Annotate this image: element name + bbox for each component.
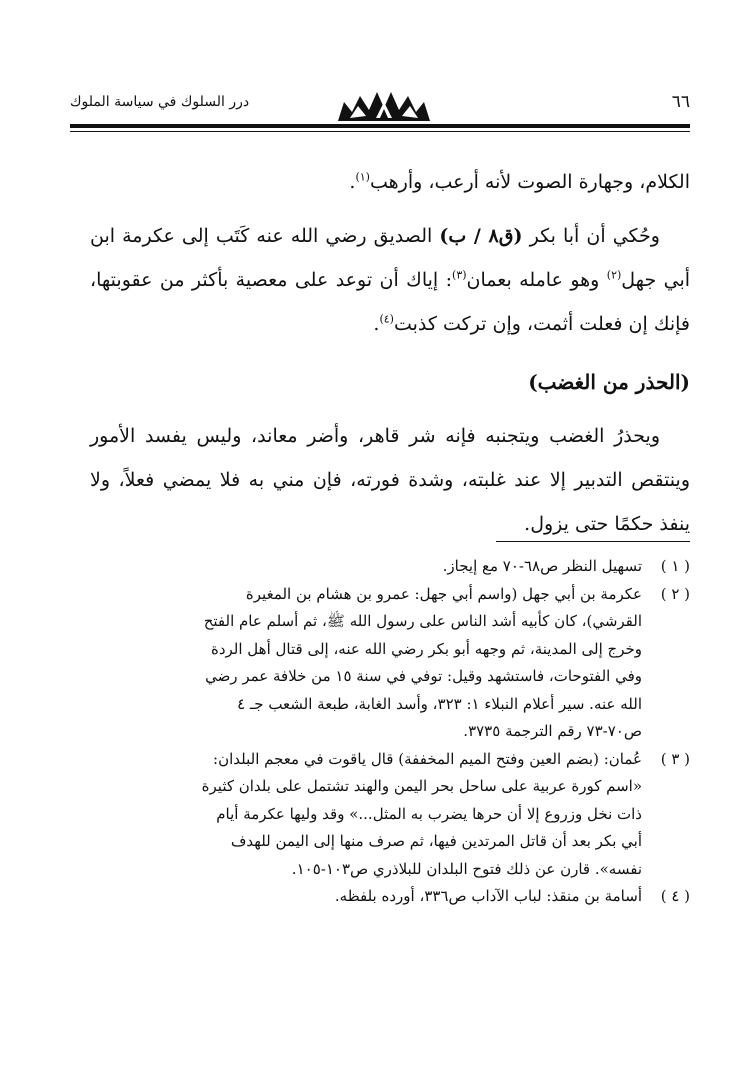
footnote: ( ٤ ) أسامة بن منقذ: لباب الآداب ص٣٣٦، أورده بلفظه. bbox=[92, 883, 690, 911]
paragraph: ويحذرُ الغضب ويتجنبه فإنه شر قاهر، وأضر معاند، وليس يفسد الأمور وينتقص التدبير إلا عند غلبته، وشدة فورته، فإن مني به فلا يمضي فعلاً، ولا ينفذ حكمًا حتى يزول. bbox=[90, 425, 690, 535]
footnote: ( ٣ ) عُمان: (بضم العين وفتح الميم المخففة) قال ياقوت في معجم البلدان: «اسم كورة عربية على ساحل بحر اليمن والهند تشتمل على بلدان كثيرة ذات نخل وزروع إلا أن حرها يضرب به المثل...» وقد وليها عكرمة أيام أبي بكر بعد أن قاتل المرتدين فيها، ثم صرف منها إلى اليمن للهدف نفسه». قارن عن ذلك فتوح البلدان للبلاذري ص١٠٣-١٠٥. bbox=[92, 746, 690, 884]
manuscript-folio-ref: (ق٨ / ب) bbox=[439, 225, 523, 247]
section-heading: (الحذر من الغضب) bbox=[528, 370, 690, 394]
footnote-ref: (١) bbox=[355, 170, 370, 184]
footnote-number: ( ٢ ) bbox=[660, 584, 690, 603]
footnote-number: ( ٤ ) bbox=[660, 887, 690, 905]
header-rule-thin bbox=[70, 131, 690, 132]
footnote-separator bbox=[496, 541, 690, 542]
page-number: ٦٦ bbox=[671, 92, 690, 112]
footnotes bbox=[92, 553, 690, 911]
header-rule-thick bbox=[70, 124, 690, 128]
crown-ornament-icon bbox=[336, 88, 432, 122]
footnote: ( ٢ ) عكرمة بن أبي جهل (واسم أبي جهل: عمرو بن هشام بن المغيرة القرشي)، كان كأبيه أشد الناس على رسول الله ﷺ، ثم أسلم عام الفتح وخرج إلى المدينة، ثم وجهه أبو بكر رضي الله عنه، إلى قتال أهل الردة وفي الفتوحات، فاستشهد وقيل: توفي في سنة ١٥ من خلافة عمر رضي الله عنه. سير أعلام النبلاء ١: ٣٢٣، وأسد الغابة، طبعة الشعب جـ ٤ ص٧٠-٧٣ رقم الترجمة ٣٧٣٥. bbox=[92, 581, 690, 746]
running-title: درر السلوك في سياسة الملوك bbox=[70, 94, 250, 110]
footnote-number: ( ٣ ) bbox=[660, 749, 690, 768]
footnote-ref: (٤) bbox=[379, 312, 394, 326]
paragraph: وحُكي أن أبا بكر (ق٨ / ب) الصديق رضي الله عنه كَتَب إلى عكرمة ابن أبي جهل$^{(٢)}$ وهو عامله بعمان$^{(٣)}$: إياك أن توعد على معصية بأكثر من عقوبتها، فإنك إن فعلت أثمت، وإن تركت كذبت$^{(٤)}$. bbox=[90, 225, 691, 335]
footnote: ( ١ ) تسهيل النظر ص٦٨-٧٠ مع إيجاز. bbox=[92, 553, 690, 581]
footnote-ref: (٣) bbox=[452, 268, 467, 282]
main-text bbox=[90, 160, 690, 546]
footnote-ref: (٢) bbox=[606, 268, 622, 282]
paragraph: الكلام، وجهارة الصوت لأنه أرعب، وأرهب$^{(١)}$. bbox=[349, 170, 690, 193]
page-header bbox=[70, 88, 690, 138]
footnote-number: ( ١ ) bbox=[660, 557, 690, 575]
